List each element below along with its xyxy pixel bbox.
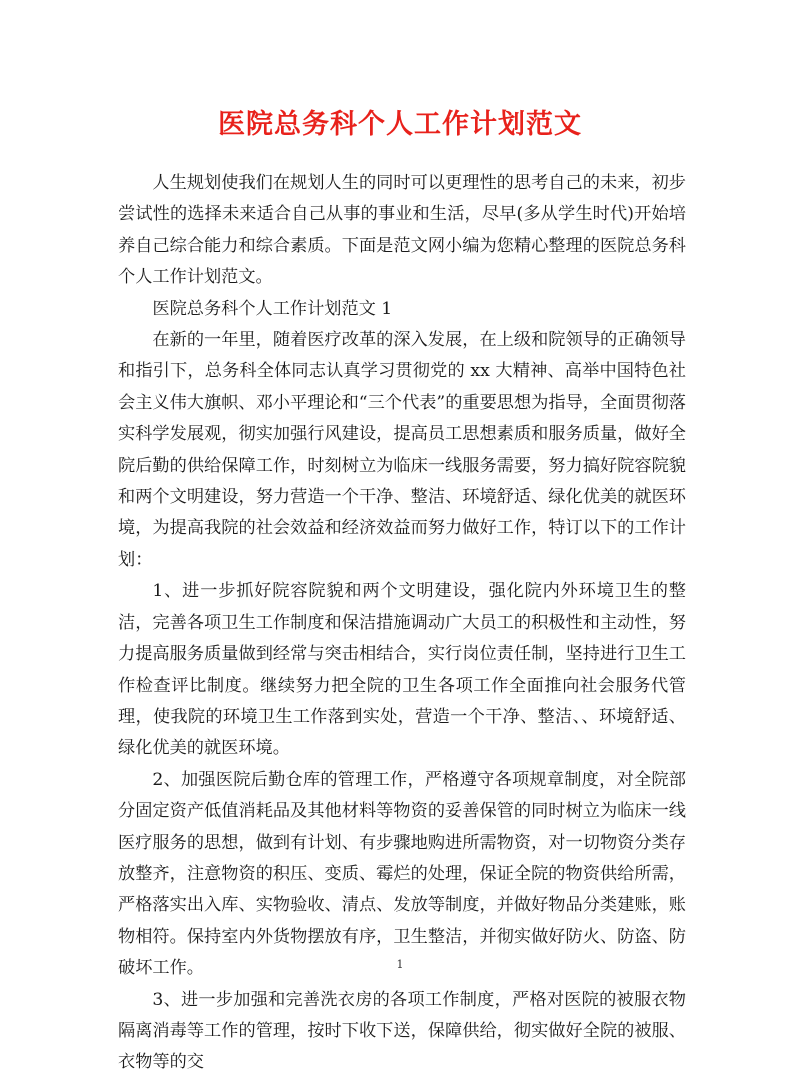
list-item-3: 3、进一步加强和完善洗衣房的各项工作制度，严格对医院的被服衣物隔离消毒等工作的管理，按时下收下送，保障供给，彻实做好全院的被服、衣物等的交 [118,989,686,1073]
document-body [118,168,686,1079]
list-item-1: 1、进一步抓好院容院貌和两个文明建设，强化院内外环境卫生的整洁，完善各项卫生工作制度和保洁措施调动广大员工的积极性和主动性，努力提高服务质量做到经常与突击相结合，实行岗位责任制，坚持进行卫生工作检查评比制度。继续努力把全院的卫生各项工作全面推向社会服务代管理，使我院的环境卫生工作落到实处，营造一个干净、整洁、、环境舒适、绿化优美的就医环境。 [118,581,686,759]
document-title: 医院总务科个人工作计划范文 [218,109,582,140]
section-heading: 医院总务科个人工作计划范文 1 [152,298,393,319]
page-number: 1 [396,958,404,971]
list-item-2: 2、加强医院后勤仓库的管理工作，严格遵守各项规章制度，对全院部分固定资产低值消耗品及其他材料等物资的妥善保管的同时树立为临床一线医疗服务的思想，做到有计划、有步骤地购进所需物资，对一切物资分类存放整齐，注意物资的积压、变质、霉烂的处理，保证全院的物资供给所需，严格落实出入库、实物验收、清点、发放等制度，并做好物品分类建账，账物相符。保持室内外货物摆放有序，卫生整洁，并彻实做好防火、防盗、防破坏工作。 [118,769,686,979]
body-paragraph: 在新的一年里，随着医疗改革的深入发展，在上级和院领导的正确领导和指引下，总务科全体同志认真学习贯彻党的 xx 大精神、高举中国特色社会主义伟大旗帜、邓小平理论和“三个代表”的重要思想为指导，全面贯彻落实科学发展观，彻实加强行风建设，提高员工思想素质和服务质量，做好全院后勤的供给保障工作，时刻树立为临床一线服务需要，努力搞好院容院貌和两个文明建设，努力营造一个干净、整洁、环境舒适、绿化优美的就医环境，为提高我院的社会效益和经济效益而努力做好工作，特订以下的工作计划： [118,330,686,570]
intro-paragraph: 人生规划使我们在规划人生的同时可以更理性的思考自己的未来，初步尝试性的选择未来适合自己从事的事业和生活，尽早(多从学生时代)开始培养自己综合能力和综合素质。下面是范文网小编为您精心整理的医院总务科个人工作计划范文。 [118,173,686,288]
